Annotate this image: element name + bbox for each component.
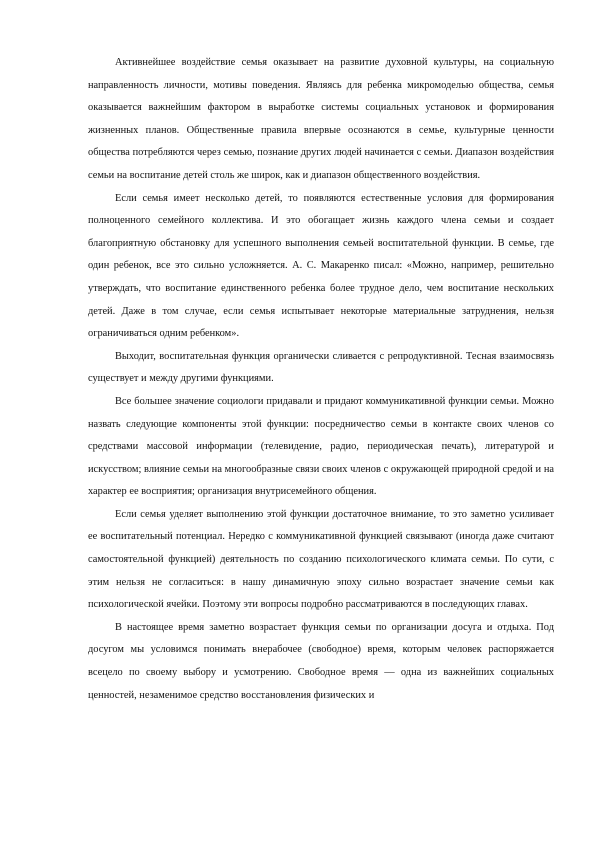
paragraph: Все большее значение социологи придавали и придают коммуникативной функции семьи. Можно назвать следующие компоненты этой функции: посредничество семьи в контакте своих членов со средствами массовой информации (телевидение, радио, периодическая печать), литературой и искусством; влияние семьи на многообразные связи своих членов с окружающей природной средой и на характер ее восприятия; организация внутрисемейного общения. [88,395,554,498]
paragraph: В настоящее время заметно возрастает функция семьи по организации досуга и отдыха. Под досугом мы условимся понимать внерабочее (свободное) время, которым человек распоряжается всецело по своему выбору и усмотрению. Свободное время — одна из важнейших социальных ценностей, незаменимое средство восстановления физических и [88,621,554,701]
paragraph: Выходит, воспитательная функция органически сливается с репродуктивной. Тесная взаимосвязь существует и между другими функциями. [88,350,554,385]
paragraph: Если семья уделяет выполнению этой функции достаточное внимание, то это заметно усиливает ее воспитательный потенциал. Нередко с коммуникативной функцией связывают (иногда даже считают самостоятельной функцией) деятельность по созданию психологического климата семьи. По сути, с этим нельзя не согласиться: в нашу динамичную эпоху сильно возрастает значение семьи как психологической ячейки. Поэтому эти вопросы подробно рассматриваются в последующих главах. [88,508,554,611]
paragraph: Активнейшее воздействие семья оказывает на развитие духовной культуры, на социальную направленность личности, мотивы поведения. Являясь для ребенка микромоделью общества, семья оказывается важнейшим фактором в выработке системы социальных установок и формирования жизненных планов. Общественные правила впервые осознаются в семье, культурные ценности общества потребляются через семью, познание других людей начинается с семьи. Диапазон воздействия семьи на воспитание детей столь же широк, как и диапазон общественного воздействия. [88,57,554,181]
document-page [88,52,554,707]
paragraph: Если семья имеет несколько детей, то появляются естественные условия для формирования полноценного семейного коллектива. И это обогащает жизнь каждого члена семьи и создает благоприятную обстановку для успешного выполнения семьей воспитательной функции. В семье, где один ребенок, все это сильно усложняется. А. С. Макаренко писал: «Можно, например, решительно утверждать, что воспитание единственного ребенка более трудное дело, чем воспитание нескольких детей. Даже в том случае, если семья испытывает некоторые материальные затруднения, нельзя ограничиваться одним ребенком». [88,192,554,340]
